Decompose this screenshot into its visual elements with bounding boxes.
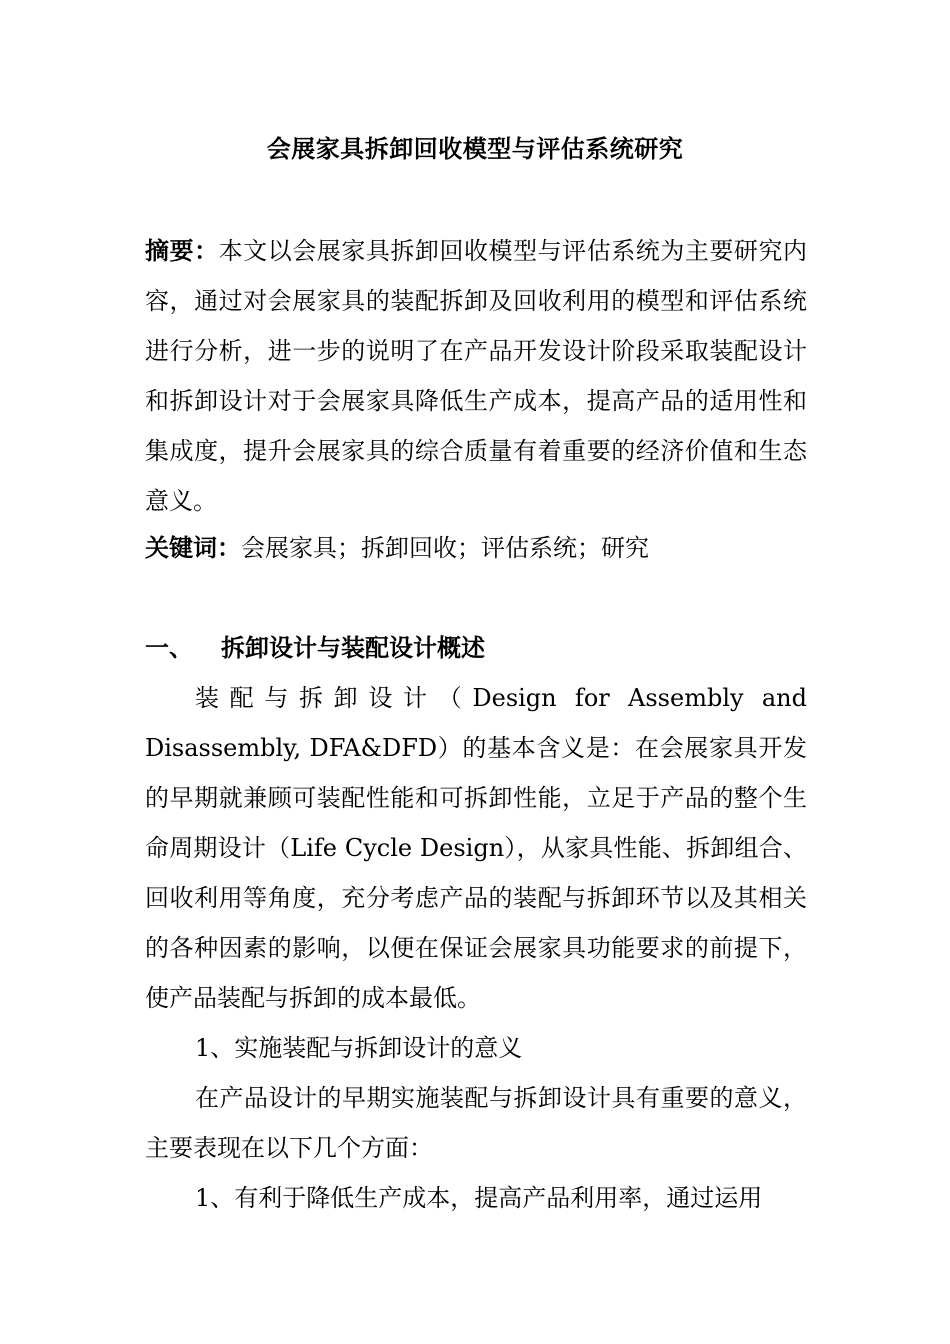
section-body bbox=[145, 673, 807, 1223]
keywords-label: 关键词： bbox=[145, 534, 241, 562]
section-heading bbox=[145, 623, 485, 673]
abstract-paragraph bbox=[145, 226, 807, 526]
keywords-text: 会展家具；拆卸回收；评估系统；研究 bbox=[241, 534, 649, 562]
abstract-block bbox=[145, 226, 807, 526]
abstract-text: 本文以会展家具拆卸回收模型与评估系统为主要研究内容，通过对会展家具的装配拆卸及回收利用的模型和评估系统进行分析，进一步的说明了在产品开发设计阶段采取装配设计和拆卸设计对于会展家具降低生产成本，提高产品的适用性和集成度，提升会展家具的综合质量有着重要的经济价值和生态意义。 bbox=[145, 237, 808, 515]
body-paragraph: 在产品设计的早期实施装配与拆卸设计具有重要的意义，主要表现在以下几个方面： bbox=[145, 1084, 807, 1162]
keywords-block bbox=[145, 523, 807, 573]
keywords-paragraph bbox=[145, 523, 807, 573]
subheading-paragraph: 1、实施装配与拆卸设计的意义 bbox=[195, 1034, 523, 1062]
document-title: 会展家具拆卸回收模型与评估系统研究 bbox=[266, 135, 684, 163]
body-paragraph: 装配与拆卸设计（Design for Assembly and Disassembly, DFA&DFD）的基本含义是：在会展家具开发的早期就兼顾可装配性能和可拆卸性能，立足于产品的整个生命周期设计（Life Cycle Design），从家具性能、拆卸组合、回收利用等角度，充分考虑产品的装配与拆卸环节以及其相关的各种因素的影响，以便在保证会展家具功能要求的前提下，使产品装配与拆卸的成本最低。 bbox=[145, 684, 807, 1012]
abstract-label: 摘要： bbox=[145, 237, 219, 265]
section-heading-text: 拆卸设计与装配设计概述 bbox=[221, 634, 485, 662]
section-number: 一、 bbox=[145, 634, 193, 662]
body-paragraph: 1、有利于降低生产成本，提高产品利用率，通过运用 bbox=[195, 1184, 763, 1212]
